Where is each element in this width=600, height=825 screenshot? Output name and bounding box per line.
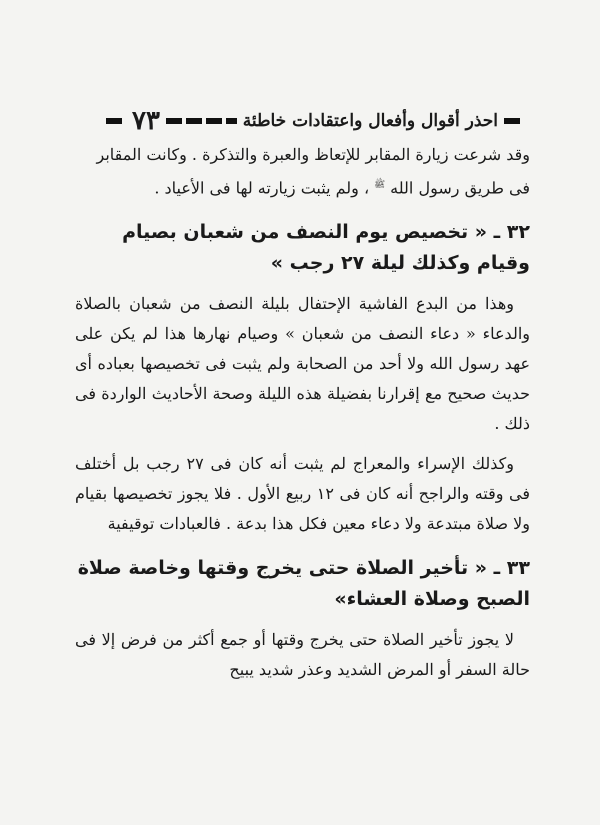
intro-line-1: وقد شرعت زيارة المقابر للإتعاظ والعبرة والتذكرة . وكانت المقابر <box>96 145 530 164</box>
header-ornament-left <box>106 118 126 124</box>
page-number: ٧٣ <box>132 106 160 136</box>
header-ornament-right <box>504 118 524 124</box>
header-ornament-middle <box>166 118 237 124</box>
section-32-paragraph-2: وكذلك الإسراء والمعراج لم يثبت أنه كان فى ٢٧ رجب بل أختلف فى وقته والراجح أنه كان فى ١٢ ربيع الأول . فلا يجوز تخصيصها بقيام ولا صلاة مبتدعة ولا دعاء معين فكل هذا بدعة . فالعبادات توقيفية <box>75 454 530 534</box>
section-33-heading: ٣٣ ـ « تأخير الصلاة حتى يخرج وقتها وخاصة صلاة الصبح وصلاة العشاء» <box>77 557 530 611</box>
page-body <box>75 140 530 685</box>
intro-line-2-end: ، ولم يثبت زيارته لها فى الأعياد . <box>154 178 370 198</box>
section-32-paragraph-1: وهذا من البدع الفاشية الإحتفال بليلة النصف من شعبان بالصلاة والدعاء « دعاء النصف من شعبان » وصيام نهارها هذا لم يكن على عهد رسول الله ولا أحد من الصحابة ولم يثبت فى تخصيصها بعباده أى حديث صحيح مع إقرارنا بفضيلة هذه الليلة وصحة الأحاديث الواردة فى ذلك . <box>75 294 530 434</box>
intro-line-2-start: فى طريق رسول الله <box>390 178 530 198</box>
page-header <box>100 106 530 136</box>
section-32-heading: ٣٢ ـ « تخصيص يوم النصف من شعبان بصيام وقيام وكذلك ليلة ٢٧ رجب » <box>122 221 530 275</box>
intro-line-2 <box>75 170 530 203</box>
section-33-paragraph-1: لا يجوز تأخير الصلاة حتى يخرج وقتها أو جمع أكثر من فرض إلا فى حالة السفر أو المرض الشديد وعذر شديد يبيح <box>75 630 530 680</box>
running-title: احذر أقوال وأفعال واعتقادات خاطئة <box>242 111 498 131</box>
salutation-glyph: ﷺ <box>374 180 386 190</box>
